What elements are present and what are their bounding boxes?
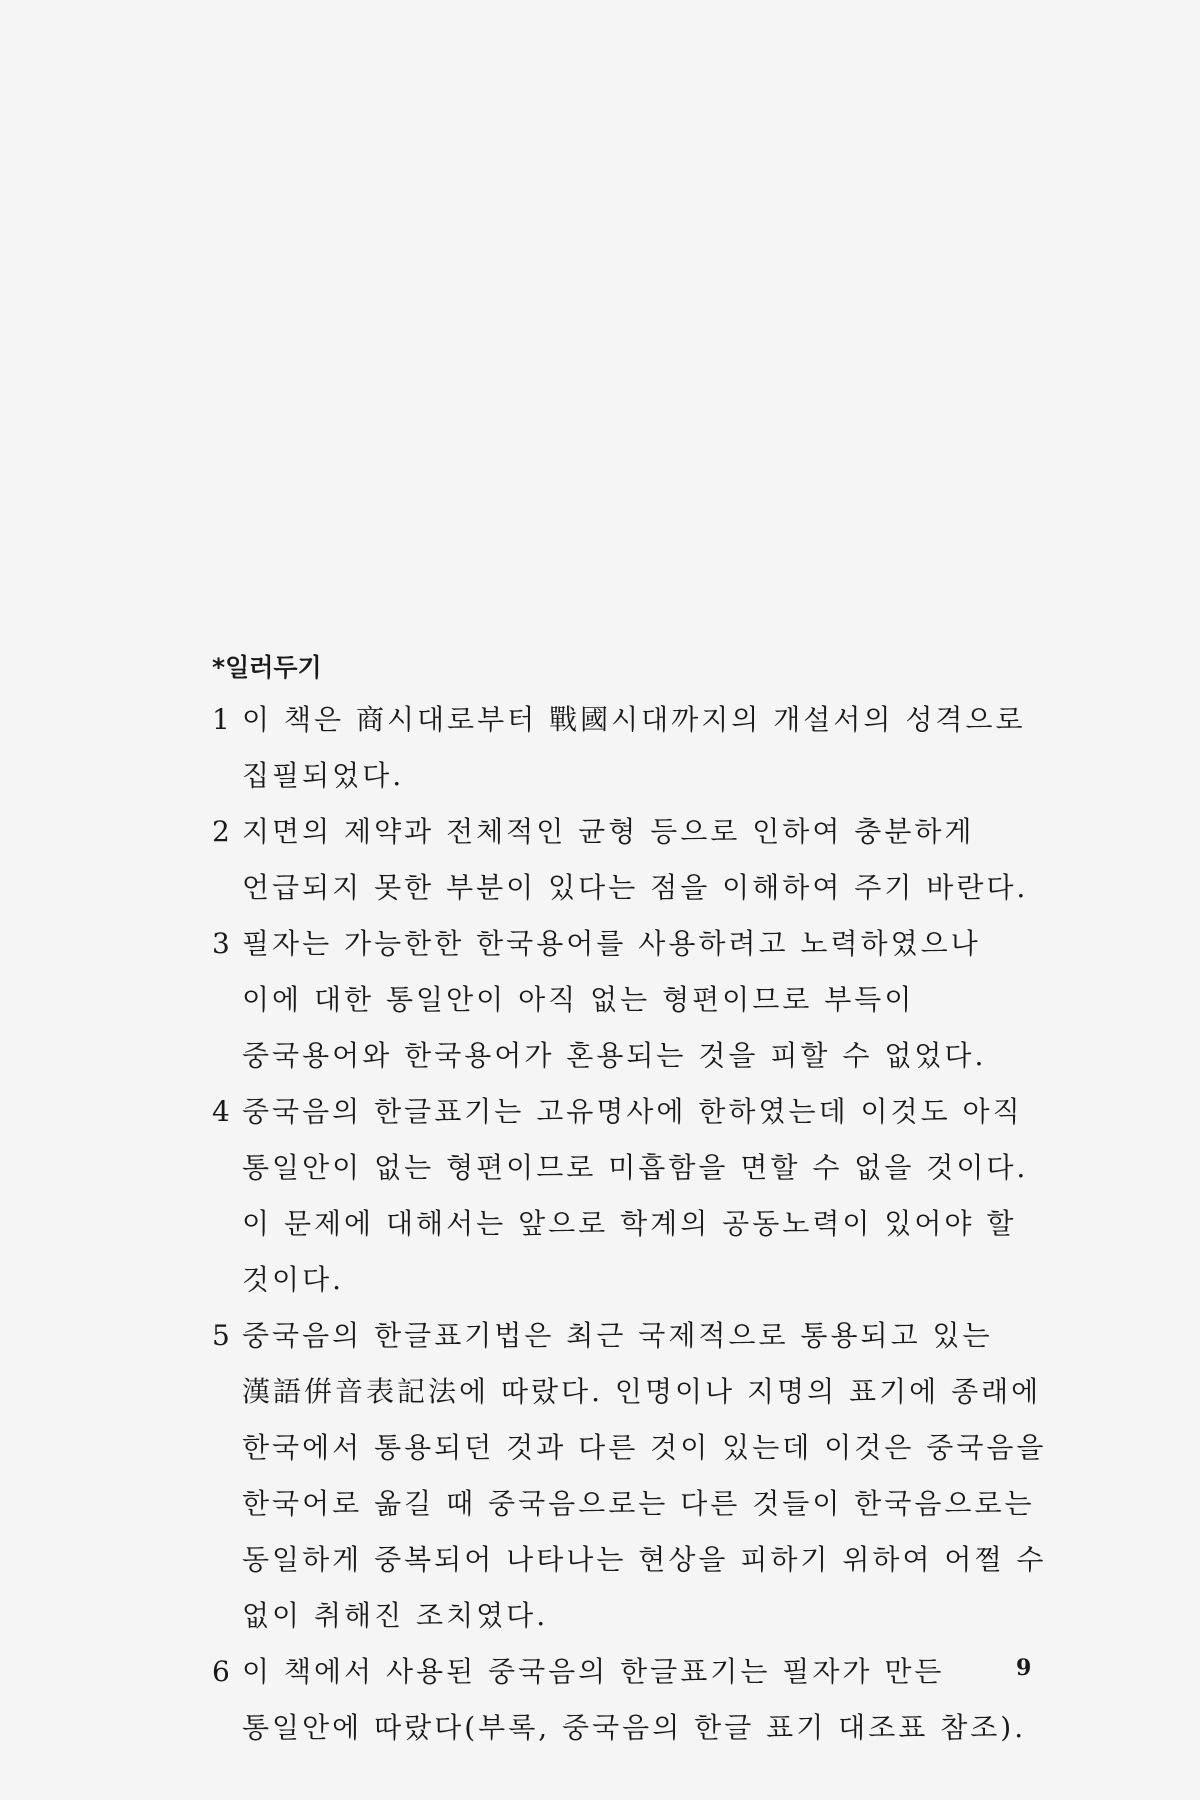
note-item [212,916,1052,1084]
note-number: 5 [212,1319,230,1352]
note-number: 6 [212,1655,230,1688]
note-text: 이 책은 商시대로부터 戰國시대까지의 개설서의 성격으로 집필되었다. [242,703,1026,792]
note-number: 4 [212,1095,230,1128]
note-item [212,692,1052,804]
note-number: 1 [212,703,230,736]
note-item [212,804,1052,916]
notes-heading: *일러두기 [212,653,322,682]
note-item [212,1644,1052,1756]
note-number: 2 [212,815,230,848]
explanatory-notes [212,650,1052,1756]
note-item [212,1084,1052,1308]
note-text: 중국음의 한글표기법은 최근 국제적으로 통용되고 있는 漢語倂音表記法에 따랐다. 인명이나 지명의 표기에 종래에 한국에서 통용되던 것과 다른 것이 있는데 이것은 중국음을 한국어로 옮길 때 중국음으로는 다른 것들이 한국음으로는 동일하게 중복되어 나타나는 현상을 피하기 위하여 어쩔 수 없이 취해진 조치였다. [242,1319,1047,1632]
note-number: 3 [212,927,230,960]
note-text: 지면의 제약과 전체적인 균형 등으로 인하여 충분하게 언급되지 못한 부분이 있다는 점을 이해하여 주기 바란다. [242,815,1029,904]
note-text: 필자는 가능한한 한국용어를 사용하려고 노력하였으나 이에 대한 통일안이 아직 없는 형편이므로 부득이 중국용어와 한국용어가 혼용되는 것을 피할 수 없었다. [242,927,987,1072]
note-list [212,692,1052,1756]
note-item [212,1308,1052,1644]
page-number: 9 [1016,1655,1032,1681]
note-text: 중국음의 한글표기는 고유명사에 한하였는데 이것도 아직 통일안이 없는 형편이므로 미흡함을 면할 수 없을 것이다. 이 문제에 대해서는 앞으로 학계의 공동노력이 있어야 할 것이다. [242,1095,1029,1296]
note-text: 이 책에서 사용된 중국음의 한글표기는 필자가 만든 통일안에 따랐다(부록, 중국음의 한글 표기 대조표 참조). [242,1655,1027,1744]
